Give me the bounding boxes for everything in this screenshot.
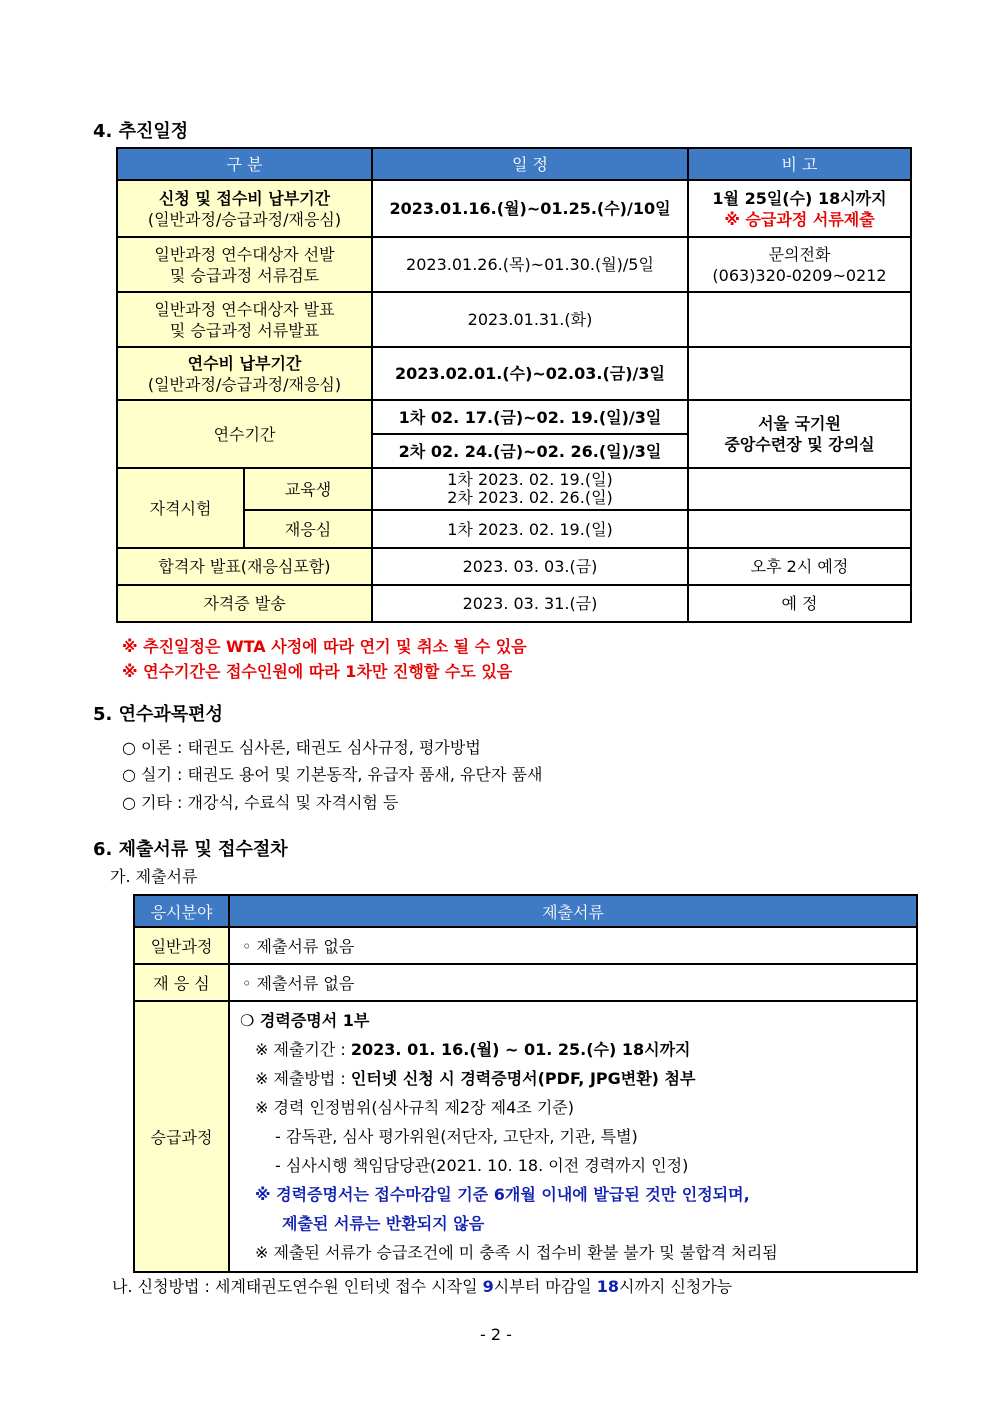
field-promotion: 승급과정	[134, 1001, 229, 1272]
row-training-category: 연수기간	[117, 400, 372, 468]
row-exam-trainee-schedule: 1차 2023. 02. 19.(일) 2차 2023. 02. 26.(일)	[372, 468, 688, 510]
row-exam-retake-note	[688, 510, 911, 548]
row-selection-category: 일반과정 연수대상자 선발 및 승급과정 서류검토	[117, 237, 372, 292]
row-application-schedule: 2023.01.16.(월)~01.25.(수)/10일	[372, 180, 688, 237]
row-certificate-schedule: 2023. 03. 31.(금)	[372, 585, 688, 622]
row-application-note: 1월 25일(수) 18시까지 ※ 승급과정 서류제출	[688, 180, 911, 237]
field-general: 일반과정	[134, 927, 229, 964]
row-training-schedule-1: 1차 02. 17.(금)~02. 19.(일)/3일	[372, 400, 688, 434]
row-exam-category: 자격시험	[117, 468, 244, 548]
field-retake: 재 응 심	[134, 964, 229, 1001]
row-application-category: 신청 및 접수비 납부기간 (일반과정/승급과정/재응심)	[117, 180, 372, 237]
row-training-schedule-2: 2차 02. 24.(금)~02. 26.(일)/3일	[372, 434, 688, 468]
row-result-schedule: 2023. 03. 03.(금)	[372, 548, 688, 585]
row-payment-schedule: 2023.02.01.(수)~02.03.(금)/3일	[372, 347, 688, 400]
header-schedule: 일 정	[372, 148, 688, 180]
row-training-note: 서울 국기원 중앙수련장 및 강의실	[688, 400, 911, 468]
header-field: 응시분야	[134, 895, 229, 927]
header-category: 구 분	[117, 148, 372, 180]
documents-table	[133, 894, 918, 1273]
row-certificate-category: 자격증 발송	[117, 585, 372, 622]
row-exam-retake-schedule: 1차 2023. 02. 19.(일)	[372, 510, 688, 548]
docs-retake: ◦ 제출서류 없음	[229, 964, 917, 1001]
promo-line-scope: ※ 경력 인정범위(심사규칙 제2장 제4조 기준)	[255, 1098, 574, 1117]
row-announcement-note	[688, 292, 911, 347]
curriculum-item-etc: ○ 기타 : 개강식, 수료식 및 자격시험 등	[122, 793, 399, 812]
promo-line-scope-2: - 심사시행 책임담당관(2021. 10. 18. 이전 경력까지 인정)	[275, 1156, 689, 1175]
promo-line-refund: ※ 제출된 서류가 승급조건에 미 충족 시 접수비 환불 불가 및 불합격 처리됨	[255, 1243, 778, 1262]
schedule-note-2: ※ 연수기간은 접수인원에 따라 1차만 진행할 수도 있음	[122, 662, 513, 681]
promo-line-no-return: 제출된 서류는 반환되지 않음	[282, 1214, 485, 1233]
row-result-note: 오후 2시 예정	[688, 548, 911, 585]
schedule-table	[116, 147, 912, 623]
curriculum-item-theory: ○ 이론 : 태권도 심사론, 태권도 심사규정, 평가방법	[122, 738, 481, 757]
section-6-sub-a: 가. 제출서류	[110, 867, 198, 886]
curriculum-item-practice: ○ 실기 : 태권도 용어 및 기본동작, 유급자 품새, 유단자 품새	[122, 765, 543, 784]
docs-promotion	[229, 1001, 917, 1272]
page-number: - 2 -	[480, 1325, 512, 1344]
row-result-category: 합격자 발표(재응심포함)	[117, 548, 372, 585]
docs-general: ◦ 제출서류 없음	[229, 927, 917, 964]
row-exam-sub-trainee: 교육생	[244, 468, 372, 510]
promo-line-period: ※ 제출기간 : 2023. 01. 16.(월) ~ 01. 25.(수) 18시까지	[255, 1040, 691, 1059]
promo-line-certificate: ❍ 경력증명서 1부	[240, 1011, 370, 1030]
promo-line-method: ※ 제출방법 : 인터넷 신청 시 경력증명서(PDF, JPG변환) 첨부	[255, 1069, 696, 1088]
row-payment-category: 연수비 납부기간 (일반과정/승급과정/재응심)	[117, 347, 372, 400]
section-5-title: 5. 연수과목편성	[93, 704, 223, 725]
row-exam-sub-retake: 재응심	[244, 510, 372, 548]
section-6-title: 6. 제출서류 및 접수절차	[93, 839, 288, 860]
row-selection-schedule: 2023.01.26.(목)~01.30.(월)/5일	[372, 237, 688, 292]
row-certificate-note: 예 정	[688, 585, 911, 622]
section-4-title: 4. 추진일정	[93, 121, 189, 142]
header-docs: 제출서류	[229, 895, 917, 927]
schedule-note-1: ※ 추진일정은 WTA 사정에 따라 연기 및 취소 될 수 있음	[122, 637, 527, 656]
row-announcement-schedule: 2023.01.31.(화)	[372, 292, 688, 347]
section-6-sub-b: 나. 신청방법 : 세계태권도연수원 인터넷 접수 시작일 9시부터 마감일 18시까지 신청가능	[112, 1277, 733, 1296]
promo-line-scope-1: - 감독관, 심사 평가위원(저단자, 고단자, 기관, 특별)	[275, 1127, 638, 1146]
header-note: 비 고	[688, 148, 911, 180]
promo-line-validity: ※ 경력증명서는 접수마감일 기준 6개월 이내에 발급된 것만 인정되며,	[255, 1185, 750, 1204]
row-payment-note	[688, 347, 911, 400]
row-announcement-category: 일반과정 연수대상자 발표 및 승급과정 서류발표	[117, 292, 372, 347]
row-exam-trainee-note	[688, 468, 911, 510]
row-selection-note: 문의전화 (063)320-0209~0212	[688, 237, 911, 292]
